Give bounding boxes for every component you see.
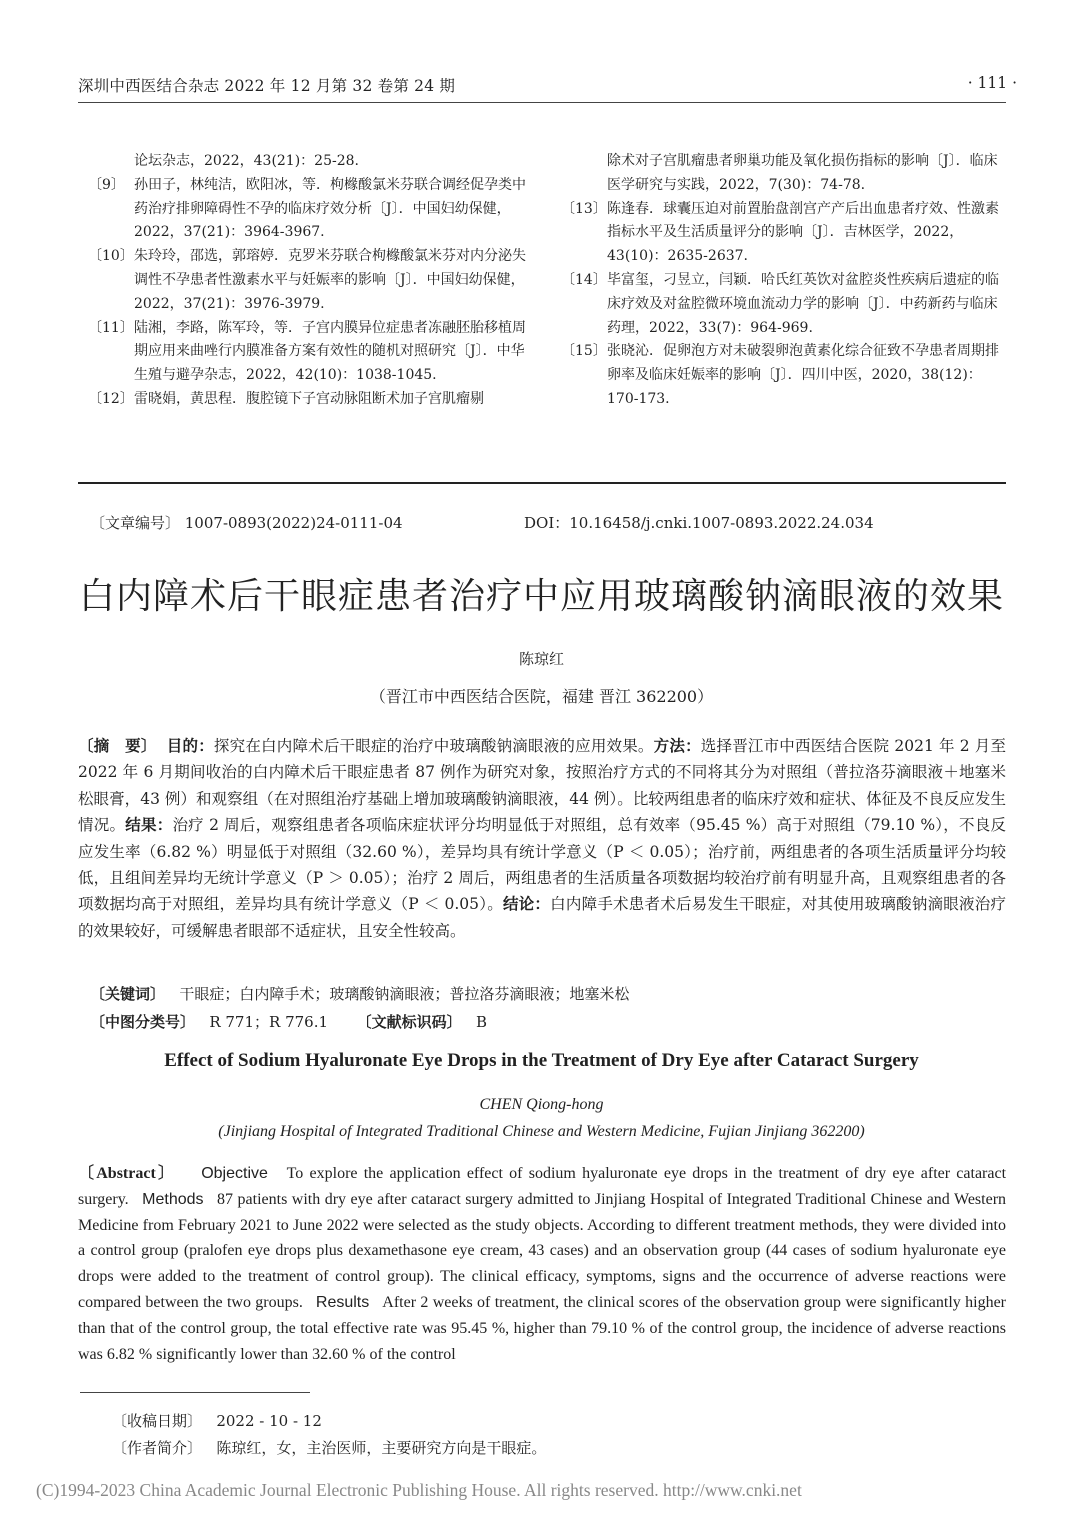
reference-item: 〔9〕 孙田子，林纯洁，欧阳冰，等．枸橼酸氯米芬联合调经促孕类中药治疗排卵障碍性不孕的临床疗效分析〔J〕．中国妇幼保健，2022，37(21)：3964-3967.: [88, 176, 526, 241]
reference-item: 〔14〕 毕富玺，刁昱立，闫颖．哈氏红英饮对盆腔炎性疾病后遗症的临床疗效及对盆腔微环境血流动力学的影响〔J〕．中药新药与临床药理，2022，33(7)：964-969.: [561, 271, 999, 336]
journal-header: 深圳中西医结合杂志 2022 年 12 月第 32 卷第 24 期: [78, 77, 456, 95]
objective-en-text: To explore the application effect of sodium hyaluronate eye drops in the treatment of dry eye after cataract surgery.: [78, 1165, 1007, 1208]
objective-en-label: Objective: [201, 1165, 268, 1182]
affiliation-cn: （晋江市中西医结合医院，福建 晋江 362200）: [369, 687, 714, 706]
results-text: 治疗 2 周后，观察组患者各项临床症状评分均明显低于对照组，总有效率（95.45 %）高于对照组（79.10 %），不良反应发生率（6.82 %）明显低于对照组（32.60 %），差异均具有统计学意义（P ＜ 0.05）；治疗前，两组患者的各项生活质量评分均较低，且组间差异均无统计学意义（P ＞ 0.05）；治疗 2 周后，两组患者的生活质量各项数据均较治疗前有明显升高，且观察组患者的各项数据均高于对照组，差异均具有统计学意义（P ＜ 0.05）。: [78, 816, 1006, 914]
objective-label: 目的：: [166, 737, 214, 755]
abstract-cn: [78, 733, 1006, 944]
footnote-divider: [80, 1392, 310, 1393]
article-number: 〔文章编号〕 1007-0893(2022)24-0111-04: [90, 514, 403, 532]
methods-text: 选择晋江市中西医结合医院 2021 年 2 月至 2022 年 6 月期间收治的白内障术后干眼症患者 87 例作为研究对象，按照治疗方式的不同将其分为对照组（普拉洛芬滴眼液＋地塞米松眼膏，43 例）和观察组（在对照组治疗基础上增加玻璃酸钠滴眼液，44 例）。比较两组患者的临床疗效和症状、体征及不良反应发生情况。: [78, 737, 1006, 835]
conclusion-text: 白内障手术患者术后易发生干眼症，对其使用玻璃酸钠滴眼液治疗的效果较好，可缓解患者眼部不适症状，且安全性较高。: [78, 895, 1006, 940]
methods-en-text: 87 patients with dry eye after cataract surgery admitted to Jinjiang Hospital of Integrated Traditional Chinese and Western Medicine from February 2021 to June 2022 were selected as the study objects. According to different treatment methods, they were divided into a control group (pralofen eye drops plus dexamethasone eye cream, 43 cases) and an observation group (44 cases of sodium hyaluronate eye drops were added to the treatment of control group). The clinical efficacy, symptoms, signs and the occurrence of adverse reactions were compared between the two groups.: [78, 1190, 1007, 1311]
references-left-column: [82, 150, 537, 412]
page-number: · 111 ·: [967, 74, 1017, 92]
received-date: 〔收稿日期〕 2022 - 10 - 12: [112, 1412, 322, 1430]
abstract-label: 〔摘 要〕: [78, 737, 157, 755]
reference-item: 〔15〕 张晓沁．促卵泡方对未破裂卵泡黄素化综合征致不孕患者周期排卵率及临床妊娠率的影响〔J〕．四川中医，2020，38(12)：170-173.: [561, 343, 999, 407]
reference-item: 论坛杂志，2022，43(21)：25-28.: [134, 153, 359, 169]
section-divider: [78, 482, 1006, 484]
author-en: CHEN Qiong-hong: [479, 1096, 604, 1113]
abstract-en-label: 〔Abstract〕: [78, 1165, 177, 1182]
results-en-label: Results: [315, 1293, 370, 1311]
reference-item: 〔10〕 朱玲玲，邵选，郭瑢婷．克罗米芬联合枸橼酸氯米芬对内分泌失调性不孕患者性激素水平与妊娠率的影响〔J〕．中国妇幼保健，2022，37(21)：3976-3979.: [88, 248, 526, 312]
conclusion-label: 结论：: [502, 895, 551, 914]
results-label: 结果：: [125, 816, 173, 835]
references-right-column: [555, 150, 1010, 412]
article-title-cn: 白内障术后干眼症患者治疗中应用玻璃酸钠滴眼液的效果: [78, 576, 1004, 617]
methods-label: 方法：: [653, 737, 701, 755]
results-en-text: After 2 weeks of treatment, the clinical scores of the observation group were significantly higher than that of the control group, the total effective rate was 95.45 %, higher than 79.10 % of the control group, the incidence of adverse reactions was 6.82 % significantly lower than 32.60 % of the control: [78, 1293, 1006, 1363]
reference-item: 除术对子宫肌瘤患者卵巢功能及氧化损伤指标的影响〔J〕．临床医学研究与实践，2022，7(30)：74-78.: [607, 153, 998, 193]
reference-item: 〔12〕 雷晓娟，黄思程．腹腔镜下子宫动脉阻断术加子宫肌瘤剔: [88, 390, 484, 407]
objective-text: 探究在白内障术后干眼症的治疗中玻璃酸钠滴眼液的应用效果。: [213, 737, 654, 755]
doi: DOI：10.16458/j.cnki.1007-0893.2022.24.034: [524, 514, 874, 532]
copyright-notice: (C)1994-2023 China Academic Journal Electronic Publishing House. All rights reserved. http://www.cnki.net: [36, 1480, 802, 1500]
reference-item: 〔13〕 陈逢春．球囊压迫对前置胎盘剖宫产产后出血患者疗效、性激素指标水平及生活质量评分的影响〔J〕．吉林医学，2022，43(10)：2635-2637.: [561, 200, 999, 265]
keywords: 〔关键词〕 干眼症；白内障手术；玻璃酸钠滴眼液；普拉洛芬滴眼液；地塞米松: [90, 985, 630, 1003]
author-cn: 陈琼红: [518, 650, 564, 668]
classification: 〔中图分类号〕 R 771；R 776.1 〔文献标识码〕 B: [90, 1013, 487, 1031]
methods-en-label: Methods: [142, 1190, 204, 1208]
author-bio: 〔作者简介〕 陈琼红，女，主治医师，主要研究方向是干眼症。: [112, 1439, 547, 1457]
header-divider: [78, 102, 1006, 103]
affiliation-en: (Jinjiang Hospital of Integrated Traditional Chinese and Western Medicine, Fujian Jinjiang 362200): [218, 1123, 865, 1140]
reference-item: 〔11〕 陆湘，李路，陈军玲，等．子宫内膜异位症患者冻融胚胎移植周期应用来曲唑行内膜准备方案有效性的随机对照研究〔J〕．中华生殖与避孕杂志，2022，42(10)：1038-1045.: [88, 319, 526, 384]
abstract-en: [78, 1161, 1006, 1367]
article-title-en: Effect of Sodium Hyaluronate Eye Drops in the Treatment of Dry Eye after Cataract Surgery: [164, 1050, 919, 1071]
